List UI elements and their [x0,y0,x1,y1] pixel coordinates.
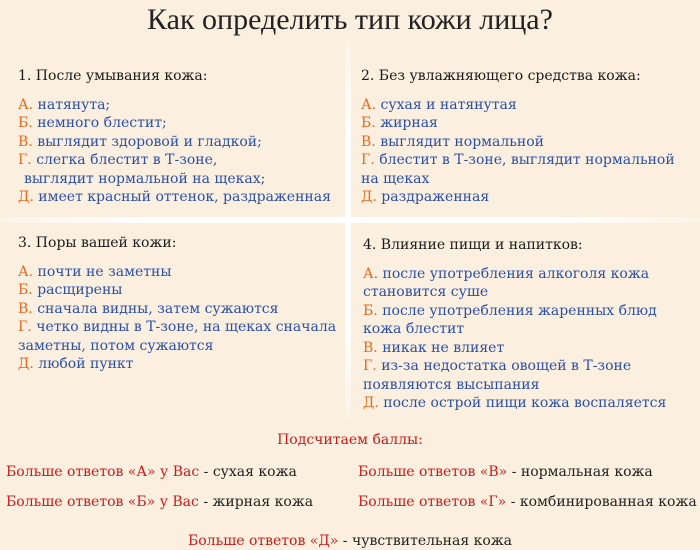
result-type: - комбинированная кожа [510,494,697,510]
option-text: никак не влияет [382,339,505,356]
option-a-continued: становится суше [363,284,489,300]
question-4 [363,236,696,413]
option-letter: Д. [18,189,34,205]
option-letter: А. [18,263,34,280]
option-v [363,339,696,358]
option-text: блестит в Т-зоне, выглядит нормальной [379,152,675,168]
result-prefix: Больше ответов «А» у Вас [6,464,200,480]
result-prefix: Больше ответов «Г» [358,494,507,510]
option-letter: А. [363,265,379,282]
option-g [18,318,343,337]
option-g-continued: появляются высыпания [363,376,540,393]
result-prefix: Больше ответов «Д» [187,533,339,549]
option-g-continued: заметны, потом сужаются [18,337,214,354]
option-text: выглядит нормальной [380,133,544,150]
option-v [18,300,343,319]
option-g [18,151,343,170]
option-letter: Б. [363,302,378,319]
option-letter: А. [18,96,34,113]
option-text: слегка блестит в Т-зоне, [36,152,218,168]
option-text: после употребления алкоголя кожа [382,265,650,282]
result-normal [358,464,653,480]
option-letter: Д. [18,356,34,372]
page-title: Как определить тип кожи лица? [147,3,553,36]
option-d [361,188,696,207]
result-prefix: Больше ответов «Б» у Вас [6,494,199,510]
option-v [361,133,696,152]
option-g [361,151,696,170]
question-heading: 2. Без увлажняющего средства кожа: [361,68,641,84]
option-b [18,114,343,133]
option-letter: В. [18,133,33,150]
option-d [363,394,696,413]
option-a [18,96,343,115]
option-letter: Б. [18,282,33,298]
result-type: - сухая кожа [203,464,297,480]
result-sensitive [0,533,700,549]
option-text: выглядит здоровой и гладкой; [37,133,262,150]
option-letter: Г. [18,152,32,168]
results-heading: Подсчитаем баллы: [277,432,423,448]
option-text: после употребления жаренных блюд [382,302,657,319]
result-oily [6,494,313,510]
option-text: жирная [380,115,438,131]
option-letter: В. [363,339,378,356]
question-2 [361,67,696,207]
option-text: немного блестит; [37,115,167,131]
option-letter: В. [361,133,376,150]
result-type: - нормальная кожа [511,464,653,480]
question-heading: 1. После умывания кожа: [18,68,208,84]
option-text: натянута; [37,96,111,113]
option-letter: В. [18,300,33,317]
option-d [18,188,343,207]
option-text: сухая и натянутая [380,96,517,113]
option-letter: Г. [18,319,32,335]
vertical-divider [345,40,351,420]
question-heading: 3. Поры вашей кожи: [18,235,177,251]
option-text: из-за недостатка овощей в Т-зоне [381,358,632,374]
option-v [18,133,343,152]
option-g [363,357,696,376]
result-type: - жирная кожа [203,494,314,510]
result-type: - чувствительная кожа [342,533,513,549]
option-text: сначала видны, затем сужаются [37,300,279,317]
result-combination [358,494,697,510]
result-prefix: Больше ответов «В» [358,464,508,480]
option-a [18,263,343,282]
option-d [18,355,343,374]
option-text: раздраженная [381,189,490,205]
option-text: почти не заметны [37,263,172,280]
horizontal-divider [0,217,700,223]
option-b-continued: кожа блестит [363,321,465,337]
option-letter: А. [361,96,377,113]
option-b [361,114,696,133]
option-text: расщирены [37,282,123,298]
option-a [361,96,696,115]
option-a [363,265,696,284]
option-g-continued: на щеках [361,170,430,187]
option-letter: Г. [361,152,375,168]
result-dry [6,464,297,480]
option-text: после острой пищи кожа воспаляется [383,395,667,411]
option-letter: Д. [363,395,379,411]
question-1 [18,67,343,207]
option-text: четко видны в Т-зоне, на щеках сначала [36,319,337,335]
option-text: любой пункт [38,356,134,372]
option-b [18,281,343,300]
option-letter: Б. [361,115,376,131]
option-b [363,302,696,321]
option-text: имеет красный оттенок, раздраженная [38,189,331,205]
option-g-continued: выглядит нормальной на щеках; [24,170,266,187]
option-letter: Г. [363,358,377,374]
option-letter: Б. [18,115,33,131]
question-heading: 4. Влияние пищи и напитков: [363,237,583,253]
option-letter: Д. [361,189,377,205]
question-3 [18,234,343,374]
